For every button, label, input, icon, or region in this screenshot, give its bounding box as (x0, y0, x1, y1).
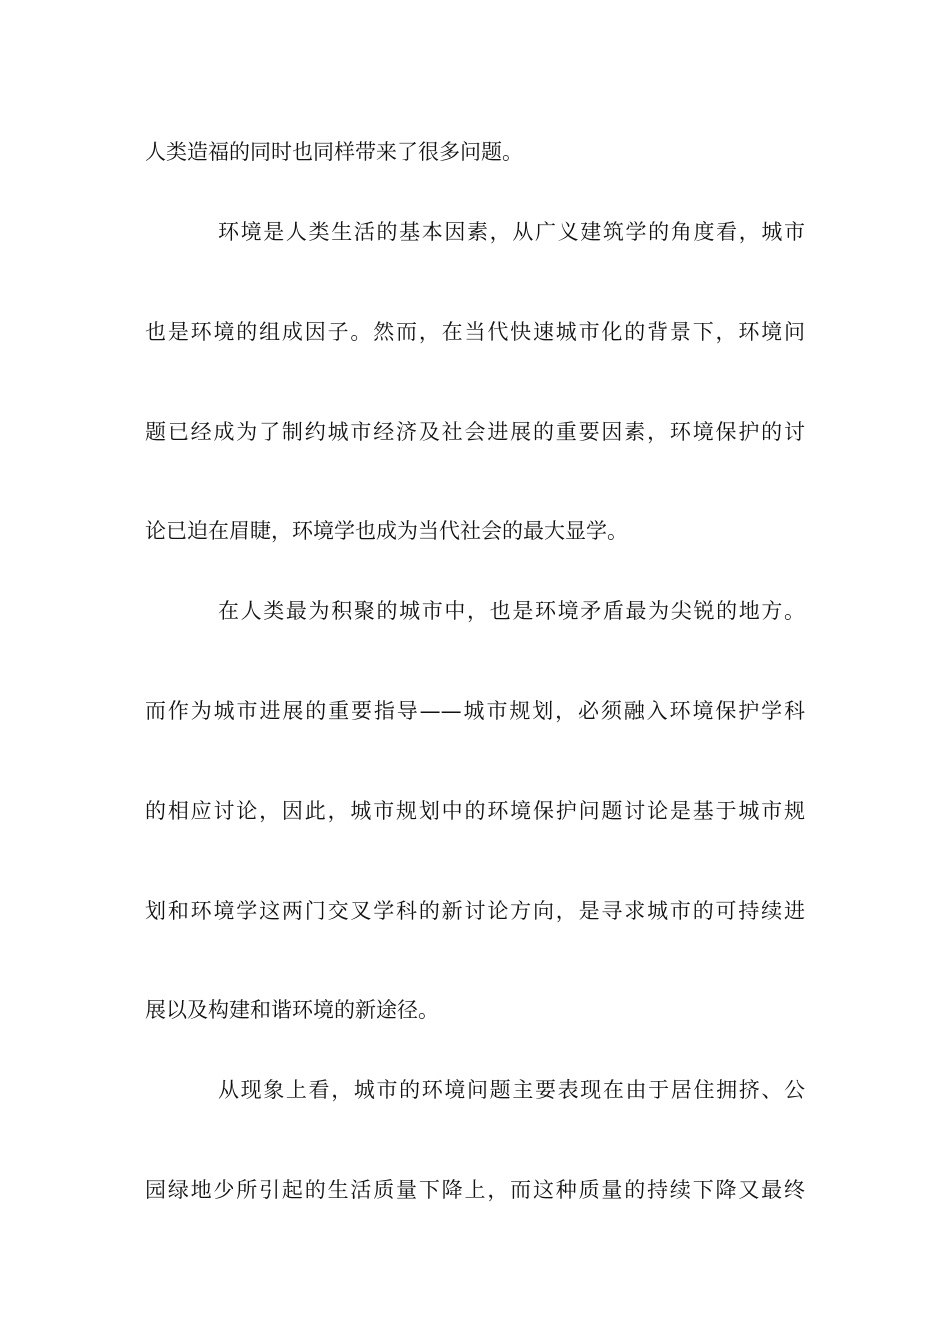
text-line-8: 的相应讨论，因此，城市规划中的环境保护问题讨论是基于城市规 (145, 799, 805, 823)
text-line-9: 划和环境学这两门交叉学科的新讨论方向，是寻求城市的可持续进 (145, 899, 805, 923)
text-line-7: 而作为城市进展的重要指导——城市规划，必须融入环境保护学科 (145, 699, 805, 723)
text-line-12: 园绿地少所引起的生活质量下降上，而这种质量的持续下降又最终 (145, 1178, 805, 1202)
text-line-5: 论已迫在眉睫，环境学也成为当代社会的最大显学。 (145, 519, 628, 543)
text-line-3: 也是环境的组成因子。然而，在当代快速城市化的背景下，环境问 (145, 320, 805, 344)
text-line-1: 人类造福的同时也同样带来了很多问题。 (145, 140, 523, 164)
text-line-2: 环境是人类生活的基本因素，从广义建筑学的角度看，城市 (218, 220, 805, 244)
text-line-11: 从现象上看，城市的环境问题主要表现在由于居住拥挤、公 (218, 1078, 805, 1102)
text-line-6: 在人类最为积聚的城市中，也是环境矛盾最为尖锐的地方。 (218, 599, 805, 623)
text-line-10: 展以及构建和谐环境的新途径。 (145, 998, 439, 1022)
text-line-4: 题已经成为了制约城市经济及社会进展的重要因素，环境保护的讨 (145, 420, 805, 444)
